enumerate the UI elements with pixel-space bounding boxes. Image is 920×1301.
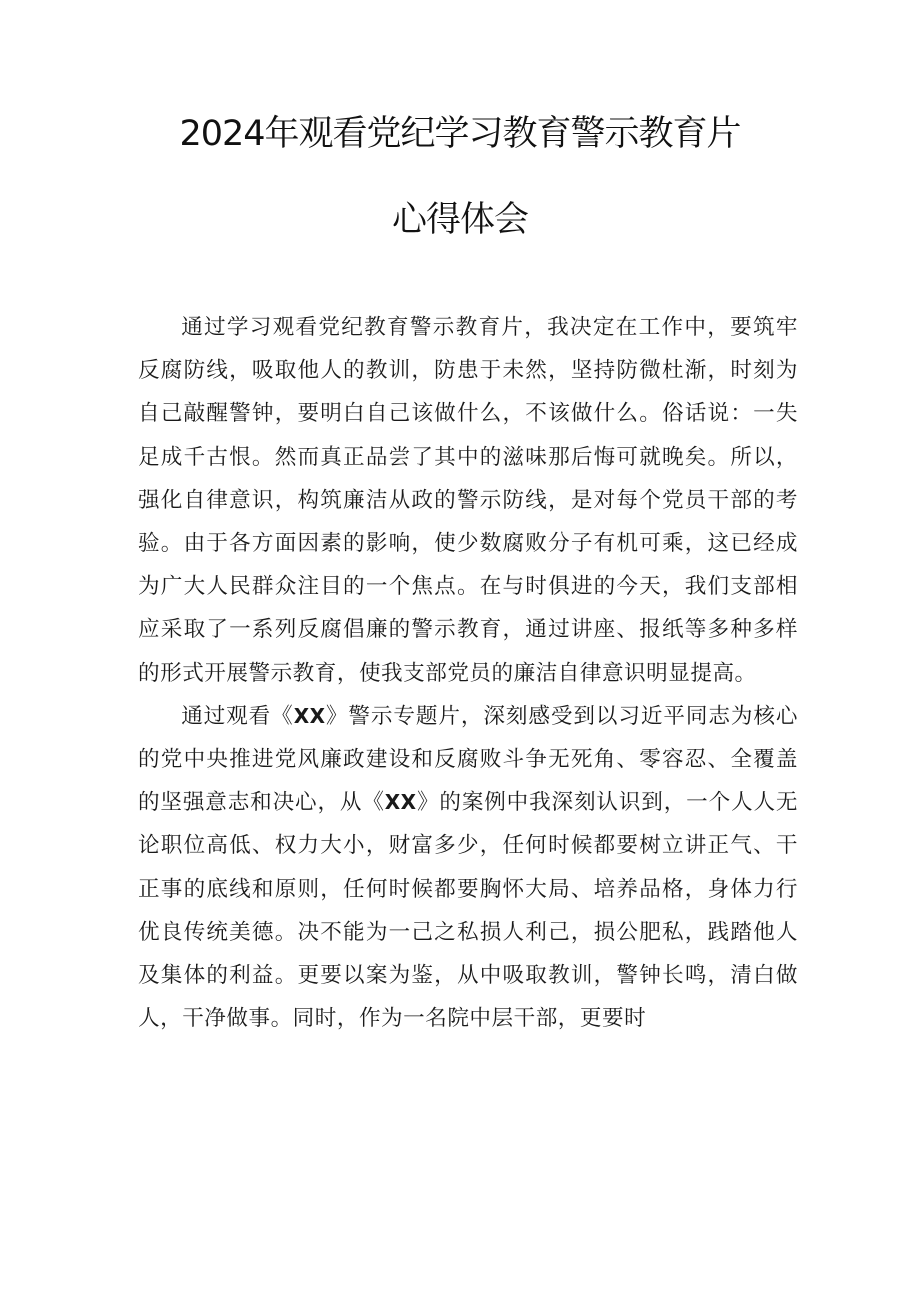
paragraph-2 xyxy=(138,695,798,1041)
paragraph-2-part-2: 》警示专题片，深刻感受到以习近平同志为核心的党中央推进党风廉政建设和反腐败斗争无死角、零容忍、全覆盖的坚强意志和决心，从《 xyxy=(138,703,798,816)
document-title-line-1: 2024年观看党纪学习教育警示教育片 xyxy=(179,114,741,154)
paragraph-1: 通过学习观看党纪教育警示教育片，我决定在工作中，要筑牢反腐防线，吸取他人的教训，防患于未然，坚持防微杜渐，时刻为自己敲醒警钟，要明白自己该做什么，不该做什么。俗话说：一失足成千古恨。然而真正品尝了其中的滋味那后悔可就晚矣。所以，强化自律意识，构筑廉洁从政的警示防线，是对每个党员干部的考验。由于各方面因素的影响，使少数腐败分子有机可乘，这已经成为广大人民群众注目的一个焦点。在与时俱进的今天，我们支部相应采取了一系列反腐倡廉的警示教育，通过讲座、报纸等多种多样的形式开展警示教育，使我支部党员的廉洁自律意识明显提高。 xyxy=(138,315,798,686)
document-body xyxy=(138,306,798,1040)
paragraph-2-part-1: 通过观看《 xyxy=(181,703,294,729)
placeholder-xx-1: XX xyxy=(293,703,326,728)
document-title-line-2: 心得体会 xyxy=(391,200,528,240)
placeholder-xx-2: XX xyxy=(384,790,417,815)
paragraph-2-part-3: 》的案例中我深刻认识到，一个人人无论职位高低、权力大小，财富多少，任何时候都要树立讲正气、干正事的底线和原则，任何时候都要胸怀大局、培养品格，身体力行优良传统美德。决不能为一己之私损人利己，损公肥私，践踏他人及集体的利益。更要以案为鉴，从中吸取教训，警钟长鸣，清白做人，干净做事。同时，作为一名院中层干部，更要时 xyxy=(138,790,798,1032)
